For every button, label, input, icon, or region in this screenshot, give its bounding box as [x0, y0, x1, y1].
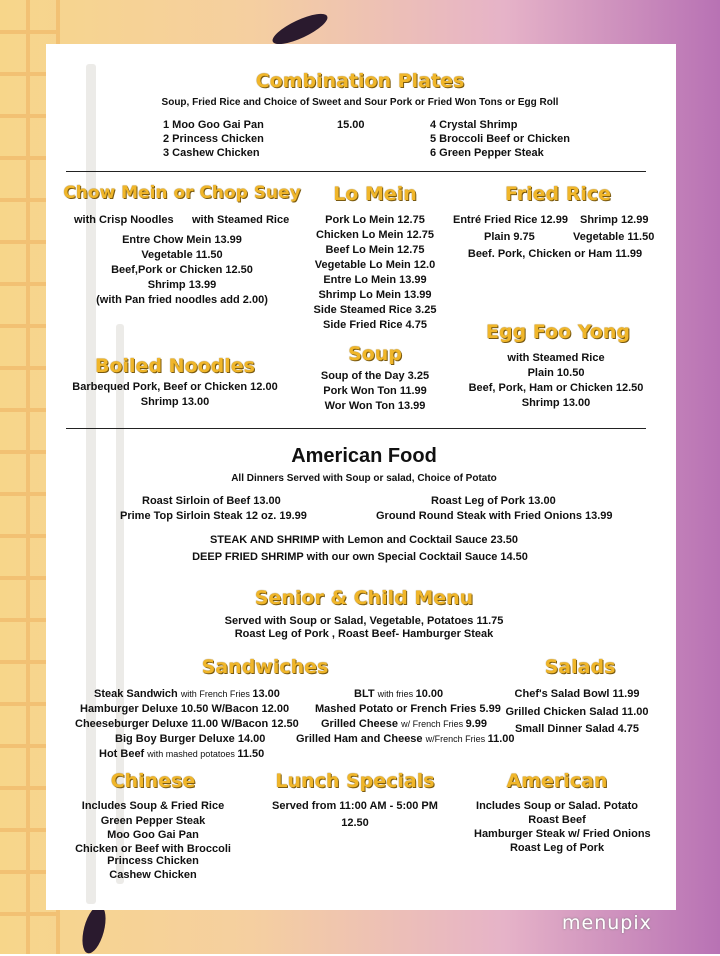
salad-item: Small Dinner Salad 4.75	[514, 723, 640, 735]
american-title: American	[506, 770, 608, 792]
combination-title: Combination Plates	[255, 70, 465, 92]
boiled-noodles-item: Barbequed Pork, Beef or Chicken 12.00	[72, 381, 278, 393]
combination-item: 5 Broccoli Beef or Chicken	[430, 133, 570, 145]
sandwich-item: Cheeseburger Deluxe 11.00 W/Bacon 12.50	[75, 718, 299, 730]
divider	[66, 171, 646, 172]
chinese-item: Princess Chicken	[107, 855, 199, 867]
divider	[66, 428, 646, 429]
sandwiches-title: Sandwiches	[201, 656, 329, 678]
chinese-item: Green Pepper Steak	[100, 815, 206, 827]
combination-item: 2 Princess Chicken	[163, 133, 264, 145]
lo-mein-item: Pork Lo Mein 12.75	[325, 214, 425, 226]
sandwich-item: Grilled Ham and Cheese w/French Fries 11.00	[296, 733, 515, 745]
egg-foo-yong-item: Plain 10.50	[527, 367, 585, 379]
chinese-item: Cashew Chicken	[109, 869, 197, 881]
salad-item: Grilled Chicken Salad 11.00	[505, 706, 649, 718]
american-food-extra: STEAK AND SHRIMP with Lemon and Cocktail Sauce 23.50	[209, 534, 519, 546]
fried-rice-title: Fried Rice	[504, 183, 612, 205]
chinese-item: Chicken or Beef with Broccoli	[75, 843, 231, 855]
egg-foo-yong-title: Egg Foo Yong	[486, 321, 630, 343]
fried-rice-item: Beef. Pork, Chicken or Ham 11.99	[467, 248, 643, 260]
sandwich-item: BLT with fries 10.00	[354, 688, 444, 700]
american-food-item: Ground Round Steak with Fried Onions 13.99	[376, 510, 613, 522]
sandwich-item: Hamburger Deluxe 10.50 W/Bacon 12.00	[80, 703, 290, 715]
lunch-item: Served from 11:00 AM - 5:00 PM	[272, 800, 438, 812]
chinese-title: Chinese	[110, 770, 196, 792]
soup-title: Soup	[348, 343, 402, 365]
chow-mein-item: Entre Chow Mein 13.99	[122, 234, 242, 246]
combination-subtitle: Soup, Fried Rice and Choice of Sweet and Sour Pork or Fried Won Tons or Egg Roll	[161, 97, 559, 108]
soup-item: Pork Won Ton 11.99	[323, 385, 427, 397]
lunch-title: Lunch Specials	[275, 770, 435, 792]
sandwich-item: Mashed Potato or French Fries 5.99	[315, 703, 501, 715]
sandwich-item: Big Boy Burger Deluxe 14.00	[115, 733, 266, 745]
combination-price: 15.00	[337, 119, 365, 131]
sandwich-item: Grilled Cheese w/ French Fries 9.99	[321, 718, 488, 730]
american-item: Hamburger Steak w/ Fried Onions	[474, 828, 651, 840]
boiled-noodles-title: Boiled Noodles	[95, 355, 255, 377]
fried-rice-item: Plain 9.75	[484, 231, 535, 243]
combination-item: 3 Cashew Chicken	[163, 147, 260, 159]
american-item: Roast Leg of Pork	[509, 842, 605, 854]
chow-mein-item: Shrimp 13.99	[147, 279, 217, 291]
chow-mein-col-a: with Crisp Noodles	[74, 214, 174, 226]
lunch-item: 12.50	[341, 817, 369, 829]
lo-mein-item: Vegetable Lo Mein 12.0	[314, 259, 436, 271]
american-item: Includes Soup or Salad. Potato	[476, 800, 638, 812]
fried-rice-item: Vegetable 11.50	[573, 231, 655, 243]
senior-item: Roast Leg of Pork , Roast Beef- Hamburger Steak	[234, 628, 494, 640]
lo-mein-item: Shrimp Lo Mein 13.99	[318, 289, 432, 301]
american-food-extra: DEEP FRIED SHRIMP with our own Special Cocktail Sauce 14.50	[192, 551, 528, 563]
senior-item: Served with Soup or Salad, Vegetable, Potatoes 11.75	[224, 615, 504, 627]
soup-item: Wor Won Ton 13.99	[324, 400, 426, 412]
boiled-noodles-item: Shrimp 13.00	[140, 396, 210, 408]
chow-mein-item: Beef,Pork or Chicken 12.50	[111, 264, 253, 276]
watermark: menupix	[562, 912, 652, 934]
chow-mein-title: Chow Mein or Chop Suey	[63, 183, 301, 203]
sandwich-item: Steak Sandwich with French Fries 13.00	[94, 688, 280, 700]
combination-item: 4 Crystal Shrimp	[430, 119, 518, 131]
lo-mein-item: Chicken Lo Mein 12.75	[316, 229, 434, 241]
egg-foo-yong-item: Shrimp 13.00	[521, 397, 591, 409]
combination-item: 1 Moo Goo Gai Pan	[163, 119, 264, 131]
american-food-item: Roast Sirloin of Beef 13.00	[142, 495, 281, 507]
chinese-item: Moo Goo Gai Pan	[107, 829, 199, 841]
american-food-item: Prime Top Sirloin Steak 12 oz. 19.99	[120, 510, 307, 522]
egg-foo-yong-item: with Steamed Rice	[507, 352, 605, 364]
lo-mein-item: Side Steamed Rice 3.25	[313, 304, 437, 316]
lo-mein-item: Beef Lo Mein 12.75	[325, 244, 425, 256]
american-food-subtitle: All Dinners Served with Soup or salad, Choice of Potato	[231, 473, 497, 484]
chow-mein-item: Vegetable 11.50	[141, 249, 223, 261]
salad-item: Chef's Salad Bowl 11.99	[514, 688, 640, 700]
chow-mein-item: (with Pan fried noodles add 2.00)	[96, 294, 268, 306]
american-food-title: American Food	[291, 445, 437, 467]
chinese-item: Includes Soup & Fried Rice	[81, 800, 225, 812]
lo-mein-item: Entre Lo Mein 13.99	[323, 274, 427, 286]
lo-mein-title: Lo Mein	[333, 183, 417, 205]
sandwich-item: Hot Beef with mashed potatoes 11.50	[99, 748, 265, 760]
fried-rice-item: Shrimp 12.99	[580, 214, 649, 226]
chow-mein-col-b: with Steamed Rice	[192, 214, 290, 226]
lo-mein-item: Side Fried Rice 4.75	[323, 319, 427, 331]
salads-title: Salads	[544, 656, 616, 678]
soup-item: Soup of the Day 3.25	[320, 370, 430, 382]
egg-foo-yong-item: Beef, Pork, Ham or Chicken 12.50	[468, 382, 644, 394]
american-item: Roast Beef	[528, 814, 586, 826]
combination-item: 6 Green Pepper Steak	[430, 147, 544, 159]
senior-title: Senior & Child Menu	[254, 587, 474, 609]
american-food-item: Roast Leg of Pork 13.00	[431, 495, 556, 507]
fried-rice-item: Entré Fried Rice 12.99	[453, 214, 568, 226]
